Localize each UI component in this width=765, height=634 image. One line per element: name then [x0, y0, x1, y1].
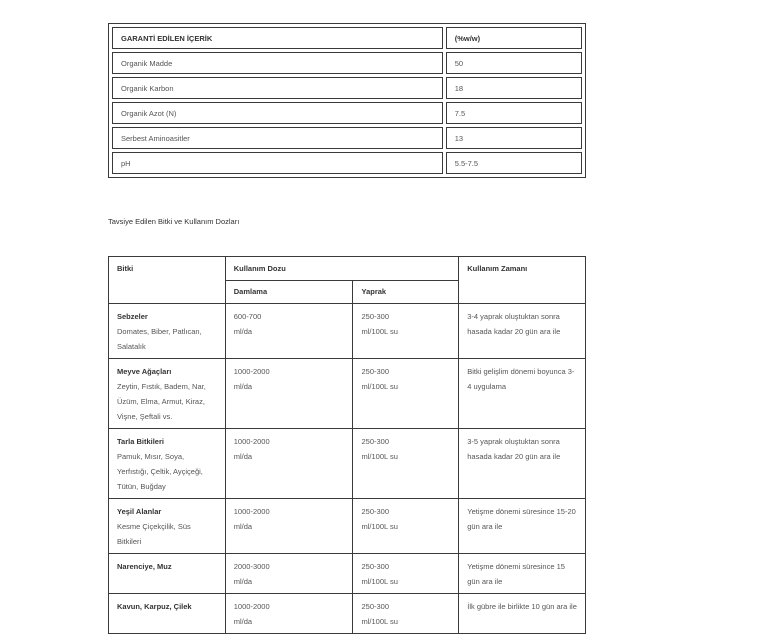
drip-amount: 1000-2000 — [233, 602, 270, 611]
plant-cell — [109, 554, 226, 594]
leaf-amount: 250-300 — [361, 507, 390, 516]
leaf-dose-cell — [353, 429, 459, 499]
plant-cell — [109, 304, 226, 359]
drip-dose-cell — [225, 594, 353, 634]
table-row — [109, 499, 586, 554]
content-value: 13 — [446, 127, 582, 149]
content-label: Organik Azot (N) — [112, 102, 443, 124]
content-value: 7.5 — [446, 102, 582, 124]
drip-unit: ml/da — [233, 452, 253, 461]
drip-amount: 600-700 — [233, 312, 262, 321]
drip-dose-cell — [225, 304, 353, 359]
leaf-column-header: Yaprak — [353, 281, 459, 304]
table-row — [112, 52, 582, 74]
crop-name: Sebzeler — [117, 312, 148, 321]
drip-unit: ml/da — [233, 577, 253, 586]
leaf-amount: 250-300 — [361, 562, 390, 571]
crop-description: Pamuk, Mısır, Soya, Yerfıstığı, Çeltik, Ayçiçeği, Tütün, Buğday — [117, 452, 203, 491]
crop-name: Meyve Ağaçları — [117, 367, 172, 376]
dose-header-row — [109, 257, 586, 281]
usage-time-cell: Bitki gelişlim dönemi boyunca 3-4 uygulama — [459, 359, 586, 429]
leaf-amount: 250-300 — [361, 602, 390, 611]
leaf-unit: ml/100L su — [361, 617, 398, 626]
drip-unit: ml/da — [233, 327, 253, 336]
drip-amount: 1000-2000 — [233, 437, 270, 446]
leaf-dose-cell — [353, 304, 459, 359]
content-label: Organik Madde — [112, 52, 443, 74]
table-row — [112, 102, 582, 124]
usage-time-cell: 3-5 yaprak oluştuktan sonra hasada kadar 20 gün ara ile — [459, 429, 586, 499]
crop-description: Kesme Çiçekçilik, Süs Bitkileri — [117, 522, 191, 546]
content-header-value: (%w/w) — [446, 27, 582, 49]
table-row — [109, 304, 586, 359]
usage-time-cell: İlk gübre ile birlikte 10 gün ara ile — [459, 594, 586, 634]
content-value: 5.5-7.5 — [446, 152, 582, 174]
drip-amount: 1000-2000 — [233, 507, 270, 516]
drip-unit: ml/da — [233, 382, 253, 391]
drip-dose-cell — [225, 429, 353, 499]
plant-cell — [109, 594, 226, 634]
guaranteed-content-table — [108, 23, 586, 178]
drip-column-header: Damlama — [225, 281, 353, 304]
leaf-amount: 250-300 — [361, 367, 390, 376]
crop-description: Zeytin, Fıstık, Badem, Nar, Üzüm, Elma, Armut, Kiraz, Vişne, Şeftali vs. — [117, 382, 206, 421]
plant-cell — [109, 359, 226, 429]
table-row — [109, 554, 586, 594]
usage-time-cell: Yetişme dönemi süresince 15-20 gün ara ile — [459, 499, 586, 554]
dose-column-header: Kullanım Dozu — [225, 257, 458, 281]
content-value: 50 — [446, 52, 582, 74]
drip-amount: 1000-2000 — [233, 367, 270, 376]
content-label: Serbest Aminoasitler — [112, 127, 443, 149]
plant-column-header: Bitki — [109, 257, 226, 304]
drip-unit: ml/da — [233, 522, 253, 531]
content-value: 18 — [446, 77, 582, 99]
table-row — [109, 359, 586, 429]
content-label: Organik Karbon — [112, 77, 443, 99]
leaf-dose-cell — [353, 554, 459, 594]
crop-name: Kavun, Karpuz, Çilek — [117, 602, 192, 611]
leaf-amount: 250-300 — [361, 312, 390, 321]
table-row — [112, 127, 582, 149]
drip-amount: 2000-3000 — [233, 562, 270, 571]
table-row — [109, 429, 586, 499]
leaf-dose-cell — [353, 594, 459, 634]
crop-description: Domates, Biber, Patlıcan, Salatalık — [117, 327, 202, 351]
leaf-unit: ml/100L su — [361, 327, 398, 336]
table-row — [112, 152, 582, 174]
leaf-unit: ml/100L su — [361, 522, 398, 531]
usage-time-cell: 3-4 yaprak oluştuktan sonra hasada kadar 20 gün ara ile — [459, 304, 586, 359]
table-header-row — [112, 27, 582, 49]
leaf-unit: ml/100L su — [361, 577, 398, 586]
crop-name: Narenciye, Muz — [117, 562, 172, 571]
drip-unit: ml/da — [233, 617, 253, 626]
time-column-header: Kullanım Zamanı — [459, 257, 586, 304]
dose-table — [108, 256, 586, 634]
crop-name: Yeşil Alanlar — [117, 507, 162, 516]
dose-section-title: Tavsiye Edilen Bitki ve Kullanım Dozları — [108, 217, 240, 226]
drip-dose-cell — [225, 359, 353, 429]
leaf-amount: 250-300 — [361, 437, 390, 446]
leaf-dose-cell — [353, 359, 459, 429]
leaf-unit: ml/100L su — [361, 452, 398, 461]
plant-cell — [109, 499, 226, 554]
plant-cell — [109, 429, 226, 499]
drip-dose-cell — [225, 554, 353, 594]
drip-dose-cell — [225, 499, 353, 554]
leaf-dose-cell — [353, 499, 459, 554]
table-row — [112, 77, 582, 99]
leaf-unit: ml/100L su — [361, 382, 398, 391]
table-row — [109, 594, 586, 634]
usage-time-cell: Yetişme dönemi süresince 15 gün ara ile — [459, 554, 586, 594]
content-label: pH — [112, 152, 443, 174]
crop-name: Tarla Bitkileri — [117, 437, 164, 446]
content-header-label: GARANTİ EDİLEN İÇERİK — [112, 27, 443, 49]
